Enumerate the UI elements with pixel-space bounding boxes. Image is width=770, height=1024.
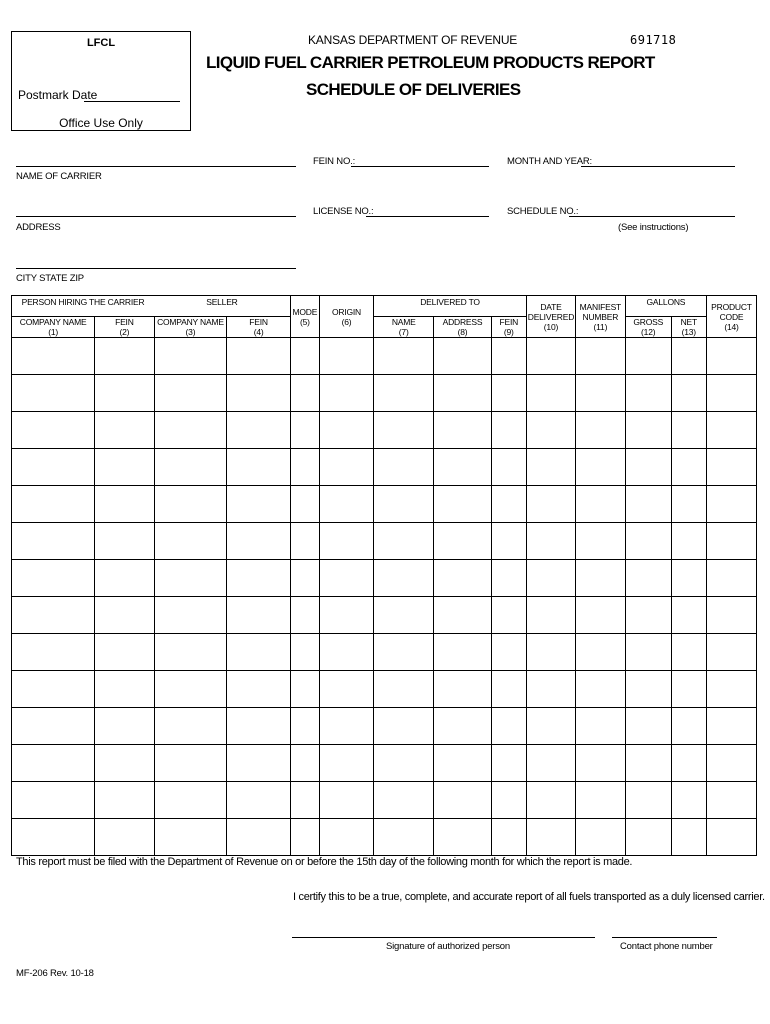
table-cell[interactable]: [671, 708, 706, 745]
table-cell[interactable]: [575, 597, 625, 634]
table-cell[interactable]: [227, 412, 290, 449]
table-cell[interactable]: [95, 597, 154, 634]
table-cell[interactable]: [290, 523, 319, 560]
table-cell[interactable]: [95, 375, 154, 412]
table-cell[interactable]: [319, 338, 373, 375]
table-cell[interactable]: [671, 523, 706, 560]
table-cell[interactable]: [625, 745, 671, 782]
table-row: [12, 412, 757, 449]
table-cell[interactable]: [434, 486, 491, 523]
table-cell[interactable]: [12, 486, 95, 523]
table-cell[interactable]: [575, 634, 625, 671]
table-cell[interactable]: [527, 671, 576, 708]
table-cell[interactable]: [575, 486, 625, 523]
contact-phone-field[interactable]: [612, 937, 717, 938]
postmark-date-label: Postmark Date: [18, 88, 98, 102]
table-cell[interactable]: [575, 375, 625, 412]
office-code: LFCL: [86, 37, 116, 49]
gallons-header: GALLONS: [625, 296, 706, 317]
signature-field[interactable]: [292, 937, 595, 938]
table-cell[interactable]: [706, 560, 756, 597]
manifest-number-header: MANIFEST NUMBER (11): [575, 296, 625, 338]
table-cell[interactable]: [290, 597, 319, 634]
table-cell[interactable]: [434, 745, 491, 782]
delivered-to-header: DELIVERED TO: [374, 296, 527, 317]
table-cell[interactable]: [95, 449, 154, 486]
table-cell[interactable]: [625, 560, 671, 597]
table-cell[interactable]: [434, 819, 491, 856]
table-cell[interactable]: [290, 819, 319, 856]
table-cell[interactable]: [154, 375, 227, 412]
table-cell[interactable]: [290, 560, 319, 597]
date-delivered-header: DATE DELIVERED (10): [527, 296, 576, 338]
table-cell[interactable]: [95, 486, 154, 523]
table-cell[interactable]: [374, 597, 434, 634]
table-cell[interactable]: [671, 560, 706, 597]
table-cell[interactable]: [290, 412, 319, 449]
table-cell[interactable]: [374, 634, 434, 671]
table-cell[interactable]: [374, 745, 434, 782]
table-cell[interactable]: [154, 449, 227, 486]
table-cell[interactable]: [671, 597, 706, 634]
form-number: 691718: [630, 33, 677, 47]
table-cell[interactable]: [575, 560, 625, 597]
seller-company-name-header: COMPANY NAME (3): [154, 317, 227, 338]
table-cell[interactable]: [290, 486, 319, 523]
table-cell[interactable]: [227, 486, 290, 523]
table-cell[interactable]: [374, 412, 434, 449]
table-cell[interactable]: [434, 671, 491, 708]
table-cell[interactable]: [319, 486, 373, 523]
table-cell[interactable]: [374, 338, 434, 375]
table-cell[interactable]: [154, 560, 227, 597]
fein-label: FEIN NO.:: [313, 156, 356, 167]
table-cell[interactable]: [154, 819, 227, 856]
table-cell[interactable]: [434, 338, 491, 375]
table-cell[interactable]: [374, 375, 434, 412]
seller-header: SELLER: [154, 296, 290, 317]
table-cell[interactable]: [290, 708, 319, 745]
table-cell[interactable]: [527, 819, 576, 856]
fein-field[interactable]: [351, 166, 489, 167]
table-cell[interactable]: [625, 708, 671, 745]
table-cell[interactable]: [154, 634, 227, 671]
table-cell[interactable]: [625, 597, 671, 634]
table-cell[interactable]: [227, 782, 290, 819]
mode-header: MODE (5): [290, 296, 319, 338]
city-state-zip-label: CITY STATE ZIP: [16, 273, 84, 284]
table-cell[interactable]: [227, 597, 290, 634]
table-cell[interactable]: [227, 338, 290, 375]
table-cell[interactable]: [625, 486, 671, 523]
table-cell[interactable]: [491, 782, 526, 819]
table-cell[interactable]: [491, 671, 526, 708]
table-cell[interactable]: [319, 597, 373, 634]
table-cell[interactable]: [625, 782, 671, 819]
table-row: [12, 338, 757, 375]
table-row: [12, 782, 757, 819]
table-row: [12, 745, 757, 782]
table-cell[interactable]: [12, 708, 95, 745]
schedule-label: SCHEDULE NO.:: [507, 206, 579, 217]
table-cell[interactable]: [491, 597, 526, 634]
table-cell[interactable]: [671, 338, 706, 375]
table-cell[interactable]: [706, 782, 756, 819]
table-cell[interactable]: [625, 449, 671, 486]
table-cell[interactable]: [671, 375, 706, 412]
table-cell[interactable]: [575, 671, 625, 708]
table-cell[interactable]: [319, 634, 373, 671]
table-cell[interactable]: [671, 745, 706, 782]
table-cell[interactable]: [671, 486, 706, 523]
hiring-company-name-header: COMPANY NAME (1): [12, 317, 95, 338]
see-instructions-note: (See instructions): [618, 222, 689, 233]
table-cell[interactable]: [227, 375, 290, 412]
table-cell[interactable]: [227, 819, 290, 856]
table-cell[interactable]: [434, 449, 491, 486]
table-cell[interactable]: [374, 708, 434, 745]
table-cell[interactable]: [575, 449, 625, 486]
table-cell[interactable]: [527, 523, 576, 560]
table-cell[interactable]: [290, 338, 319, 375]
table-cell[interactable]: [374, 782, 434, 819]
form-subtitle: SCHEDULE OF DELIVERIES: [306, 80, 521, 99]
table-cell[interactable]: [319, 560, 373, 597]
origin-header: ORIGIN (6): [319, 296, 373, 338]
table-cell[interactable]: [527, 560, 576, 597]
form-title: LIQUID FUEL CARRIER PETROLEUM PRODUCTS REPORT: [206, 53, 655, 72]
table-cell[interactable]: [706, 523, 756, 560]
delivered-address-header: ADDRESS (8): [434, 317, 491, 338]
table-cell[interactable]: [706, 375, 756, 412]
table-cell[interactable]: [12, 375, 95, 412]
table-cell[interactable]: [527, 745, 576, 782]
table-cell[interactable]: [491, 560, 526, 597]
table-cell[interactable]: [95, 338, 154, 375]
table-header-row-1: [12, 296, 757, 317]
table-cell[interactable]: [575, 782, 625, 819]
table-cell[interactable]: [575, 819, 625, 856]
table-cell[interactable]: [706, 819, 756, 856]
table-cell[interactable]: [575, 523, 625, 560]
table-cell[interactable]: [154, 782, 227, 819]
product-code-header: PRODUCT CODE (14): [706, 296, 756, 338]
table-cell[interactable]: [671, 782, 706, 819]
table-cell[interactable]: [434, 560, 491, 597]
table-cell[interactable]: [575, 338, 625, 375]
table-cell[interactable]: [95, 412, 154, 449]
table-cell[interactable]: [319, 745, 373, 782]
table-row: [12, 375, 757, 412]
table-cell[interactable]: [671, 819, 706, 856]
carrier-name-field[interactable]: [16, 166, 296, 167]
license-label: LICENSE NO.:: [313, 206, 374, 217]
table-cell[interactable]: [319, 708, 373, 745]
table-cell[interactable]: [625, 412, 671, 449]
table-cell[interactable]: [491, 449, 526, 486]
table-row: [12, 819, 757, 856]
table-cell[interactable]: [319, 782, 373, 819]
table-cell[interactable]: [491, 375, 526, 412]
table-cell[interactable]: [290, 671, 319, 708]
table-cell[interactable]: [671, 671, 706, 708]
table-cell[interactable]: [290, 634, 319, 671]
table-cell[interactable]: [706, 597, 756, 634]
table-cell[interactable]: [575, 708, 625, 745]
table-cell[interactable]: [374, 523, 434, 560]
table-cell[interactable]: [527, 708, 576, 745]
table-cell[interactable]: [95, 819, 154, 856]
table-cell[interactable]: [671, 449, 706, 486]
table-cell[interactable]: [527, 375, 576, 412]
delivered-name-header: NAME (7): [374, 317, 434, 338]
table-cell[interactable]: [154, 523, 227, 560]
table-cell[interactable]: [527, 486, 576, 523]
table-cell[interactable]: [575, 412, 625, 449]
table-cell[interactable]: [227, 560, 290, 597]
table-cell[interactable]: [290, 745, 319, 782]
table-cell[interactable]: [527, 597, 576, 634]
table-cell[interactable]: [374, 671, 434, 708]
table-cell[interactable]: [434, 708, 491, 745]
delivered-fein-header: FEIN (9): [491, 317, 526, 338]
table-cell[interactable]: [95, 634, 154, 671]
table-cell[interactable]: [706, 671, 756, 708]
table-cell[interactable]: [491, 523, 526, 560]
table-cell[interactable]: [671, 412, 706, 449]
table-cell[interactable]: [12, 412, 95, 449]
table-cell[interactable]: [290, 782, 319, 819]
table-cell[interactable]: [434, 412, 491, 449]
table-cell[interactable]: [491, 819, 526, 856]
table-cell[interactable]: [434, 597, 491, 634]
table-cell[interactable]: [527, 449, 576, 486]
table-cell[interactable]: [227, 449, 290, 486]
table-cell[interactable]: [625, 819, 671, 856]
table-cell[interactable]: [374, 486, 434, 523]
table-row: [12, 449, 757, 486]
table-cell[interactable]: [227, 708, 290, 745]
table-row: [12, 486, 757, 523]
table-cell[interactable]: [527, 412, 576, 449]
table-cell[interactable]: [434, 782, 491, 819]
table-cell[interactable]: [625, 375, 671, 412]
table-cell[interactable]: [95, 560, 154, 597]
table-cell[interactable]: [319, 449, 373, 486]
city-state-zip-field[interactable]: [16, 268, 296, 269]
table-cell[interactable]: [625, 338, 671, 375]
table-cell[interactable]: [374, 449, 434, 486]
table-cell[interactable]: [154, 597, 227, 634]
table-cell[interactable]: [374, 560, 434, 597]
table-cell[interactable]: [706, 708, 756, 745]
table-cell[interactable]: [12, 782, 95, 819]
table-row: [12, 560, 757, 597]
table-row: [12, 671, 757, 708]
carrier-name-label: NAME OF CARRIER: [16, 171, 102, 182]
schedule-field[interactable]: [569, 216, 735, 217]
table-cell[interactable]: [12, 634, 95, 671]
table-cell[interactable]: [527, 782, 576, 819]
person-hiring-header: PERSON HIRING THE CARRIER: [12, 296, 155, 317]
table-cell[interactable]: [290, 375, 319, 412]
table-cell[interactable]: [625, 634, 671, 671]
office-use-box: [11, 31, 191, 131]
table-cell[interactable]: [625, 523, 671, 560]
postmark-date-field[interactable]: [84, 101, 180, 102]
table-cell[interactable]: [527, 338, 576, 375]
table-cell[interactable]: [319, 375, 373, 412]
table-cell[interactable]: [12, 597, 95, 634]
office-use-label: Office Use Only: [59, 116, 143, 130]
table-cell[interactable]: [12, 671, 95, 708]
table-cell[interactable]: [491, 708, 526, 745]
table-cell[interactable]: [491, 486, 526, 523]
table-row: [12, 597, 757, 634]
address-field[interactable]: [16, 216, 296, 217]
table-cell[interactable]: [12, 338, 95, 375]
filing-note: This report must be filed with the Department of Revenue on or before the 15th day of the following month for which the report is made.: [16, 856, 633, 868]
table-cell[interactable]: [706, 745, 756, 782]
table-cell[interactable]: [319, 671, 373, 708]
seller-fein-header: FEIN (4): [227, 317, 290, 338]
gross-gallons-header: GROSS (12): [625, 317, 671, 338]
department-name: KANSAS DEPARTMENT OF REVENUE: [308, 33, 518, 47]
table-cell[interactable]: [154, 412, 227, 449]
table-cell[interactable]: [12, 819, 95, 856]
table-cell[interactable]: [319, 523, 373, 560]
table-cell[interactable]: [12, 745, 95, 782]
address-label: ADDRESS: [16, 222, 61, 233]
table-cell[interactable]: [491, 634, 526, 671]
table-cell[interactable]: [95, 745, 154, 782]
table-row: [12, 634, 757, 671]
table-cell[interactable]: [671, 634, 706, 671]
table-cell[interactable]: [434, 634, 491, 671]
table-cell[interactable]: [706, 634, 756, 671]
table-cell[interactable]: [12, 560, 95, 597]
net-gallons-header: NET (13): [671, 317, 706, 338]
table-cell[interactable]: [227, 671, 290, 708]
table-cell[interactable]: [434, 375, 491, 412]
month-year-field[interactable]: [581, 166, 735, 167]
table-cell[interactable]: [491, 745, 526, 782]
table-cell[interactable]: [227, 745, 290, 782]
table-cell[interactable]: [154, 708, 227, 745]
table-cell[interactable]: [95, 782, 154, 819]
table-cell[interactable]: [12, 523, 95, 560]
table-cell[interactable]: [319, 819, 373, 856]
table-cell[interactable]: [95, 671, 154, 708]
table-cell[interactable]: [227, 523, 290, 560]
table-cell[interactable]: [575, 745, 625, 782]
table-cell[interactable]: [154, 338, 227, 375]
table-cell[interactable]: [706, 449, 756, 486]
deliveries-table: [11, 295, 757, 856]
form-revision: MF-206 Rev. 10-18: [16, 968, 94, 979]
table-row: [12, 523, 757, 560]
table-cell[interactable]: [12, 449, 95, 486]
table-cell[interactable]: [154, 486, 227, 523]
table-cell[interactable]: [290, 449, 319, 486]
table-cell[interactable]: [527, 634, 576, 671]
table-cell[interactable]: [154, 671, 227, 708]
table-cell[interactable]: [434, 523, 491, 560]
table-cell[interactable]: [95, 708, 154, 745]
table-cell[interactable]: [319, 412, 373, 449]
table-cell[interactable]: [95, 523, 154, 560]
table-cell[interactable]: [154, 745, 227, 782]
table-cell[interactable]: [374, 819, 434, 856]
table-row: [12, 708, 757, 745]
contact-phone-label: Contact phone number: [620, 941, 713, 952]
table-cell[interactable]: [227, 634, 290, 671]
table-cell[interactable]: [706, 486, 756, 523]
signature-label: Signature of authorized person: [386, 941, 510, 952]
table-cell[interactable]: [706, 412, 756, 449]
table-cell[interactable]: [491, 338, 526, 375]
table-cell[interactable]: [491, 412, 526, 449]
month-year-label: MONTH AND YEAR:: [507, 156, 592, 167]
table-cell[interactable]: [625, 671, 671, 708]
table-cell[interactable]: [706, 338, 756, 375]
certification-statement: I certify this to be a true, complete, and accurate report of all fuels transported as a duly licensed carrier.: [293, 891, 765, 903]
hiring-fein-header: FEIN (2): [95, 317, 154, 338]
license-field[interactable]: [366, 216, 489, 217]
table-header-row-2: [12, 317, 757, 338]
